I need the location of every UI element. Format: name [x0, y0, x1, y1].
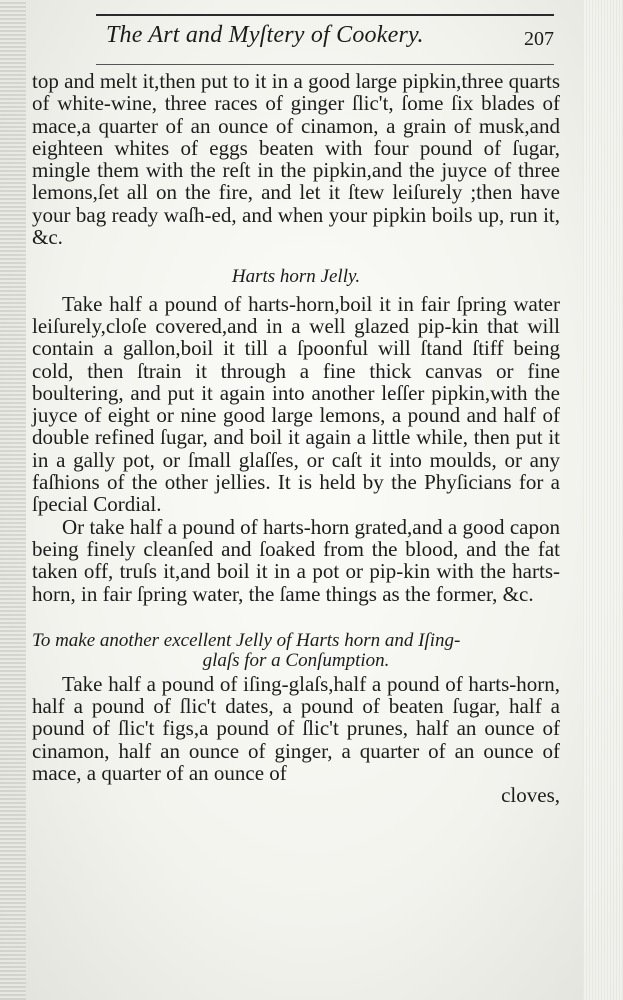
recipe-paragraph-3: Take half a pound of iſing-glaſs,half a pound of harts-horn, half a pound of ſlic't dates, a pound of beaten ſugar, half a pound of ſlic't figs,a pound of ſlic't prunes, half an ounce of cinamon, half an ounce of ginger, a quarter of an ounce of mace, a quarter of an ounce of: [32, 671, 560, 786]
page-edge-texture: [583, 0, 623, 1000]
page-gutter-shadow: [0, 0, 26, 1000]
continued-recipe-text: top and melt it,then put to it in a good large pipkin,three quarts of white-wine, three races of ginger ſlic't, ſome ſix blades of mace,a quarter of an ounce of cinamon, a grain of musk,and eighteen whites of eggs beaten with four pound of ſugar, mingle them with the reſt in the pipkin,and the juyce of three lemons,ſet all on the fire, and let it ſtew leiſurely ;then have your bag ready waſh-ed, and when your pipkin boils up, run it, &c.: [32, 69, 560, 250]
running-title: The Art and Myſtery of Cookery.: [106, 22, 424, 48]
recipe-paragraph-2: Or take half a pound of harts-horn grated,and a good capon being finely cleanſed and ſoaked from the blood, and the fat taken off, truſs it,and boil it in a pot or pip-kin with the harts-horn, in fair ſpring water, the ſame things as the former, &c.: [32, 514, 560, 606]
page-header: [96, 22, 554, 58]
recipe-heading-isinglass-jelly-line2: glaſs for a Conſumption.: [202, 649, 390, 671]
catchword: cloves,: [501, 783, 560, 808]
page-body: [32, 70, 560, 807]
page-number: 207: [524, 28, 554, 50]
recipe-paragraph-1: Take half a pound of harts-horn,boil it in fair ſpring water leiſurely,cloſe covered,and in a well glazed pip-kin that will contain a gallon,boil it till a ſpoonful will ſtand ſtiff being cold, then ſtrain it through a fine thick canvas or fine boultering, and put it again into another leſſer pipkin,with the juyce of eight or nine good large lemons, a pound and half of double refined ſugar, and boil it again a little while, then put it in a gally pot, or ſmall glaſſes, or caſt it into moulds, or any faſhions of the other jellies. It is held by the Phyſicians for a ſpecial Cordial.: [32, 291, 560, 517]
recipe-heading-harts-horn-jelly: Harts horn Jelly.: [231, 266, 361, 288]
recipe-heading-isinglass-jelly: To make another excellent Jelly of Harts horn and Iſing-: [32, 629, 461, 651]
header-rule: [96, 64, 554, 65]
top-rule: [96, 14, 554, 16]
